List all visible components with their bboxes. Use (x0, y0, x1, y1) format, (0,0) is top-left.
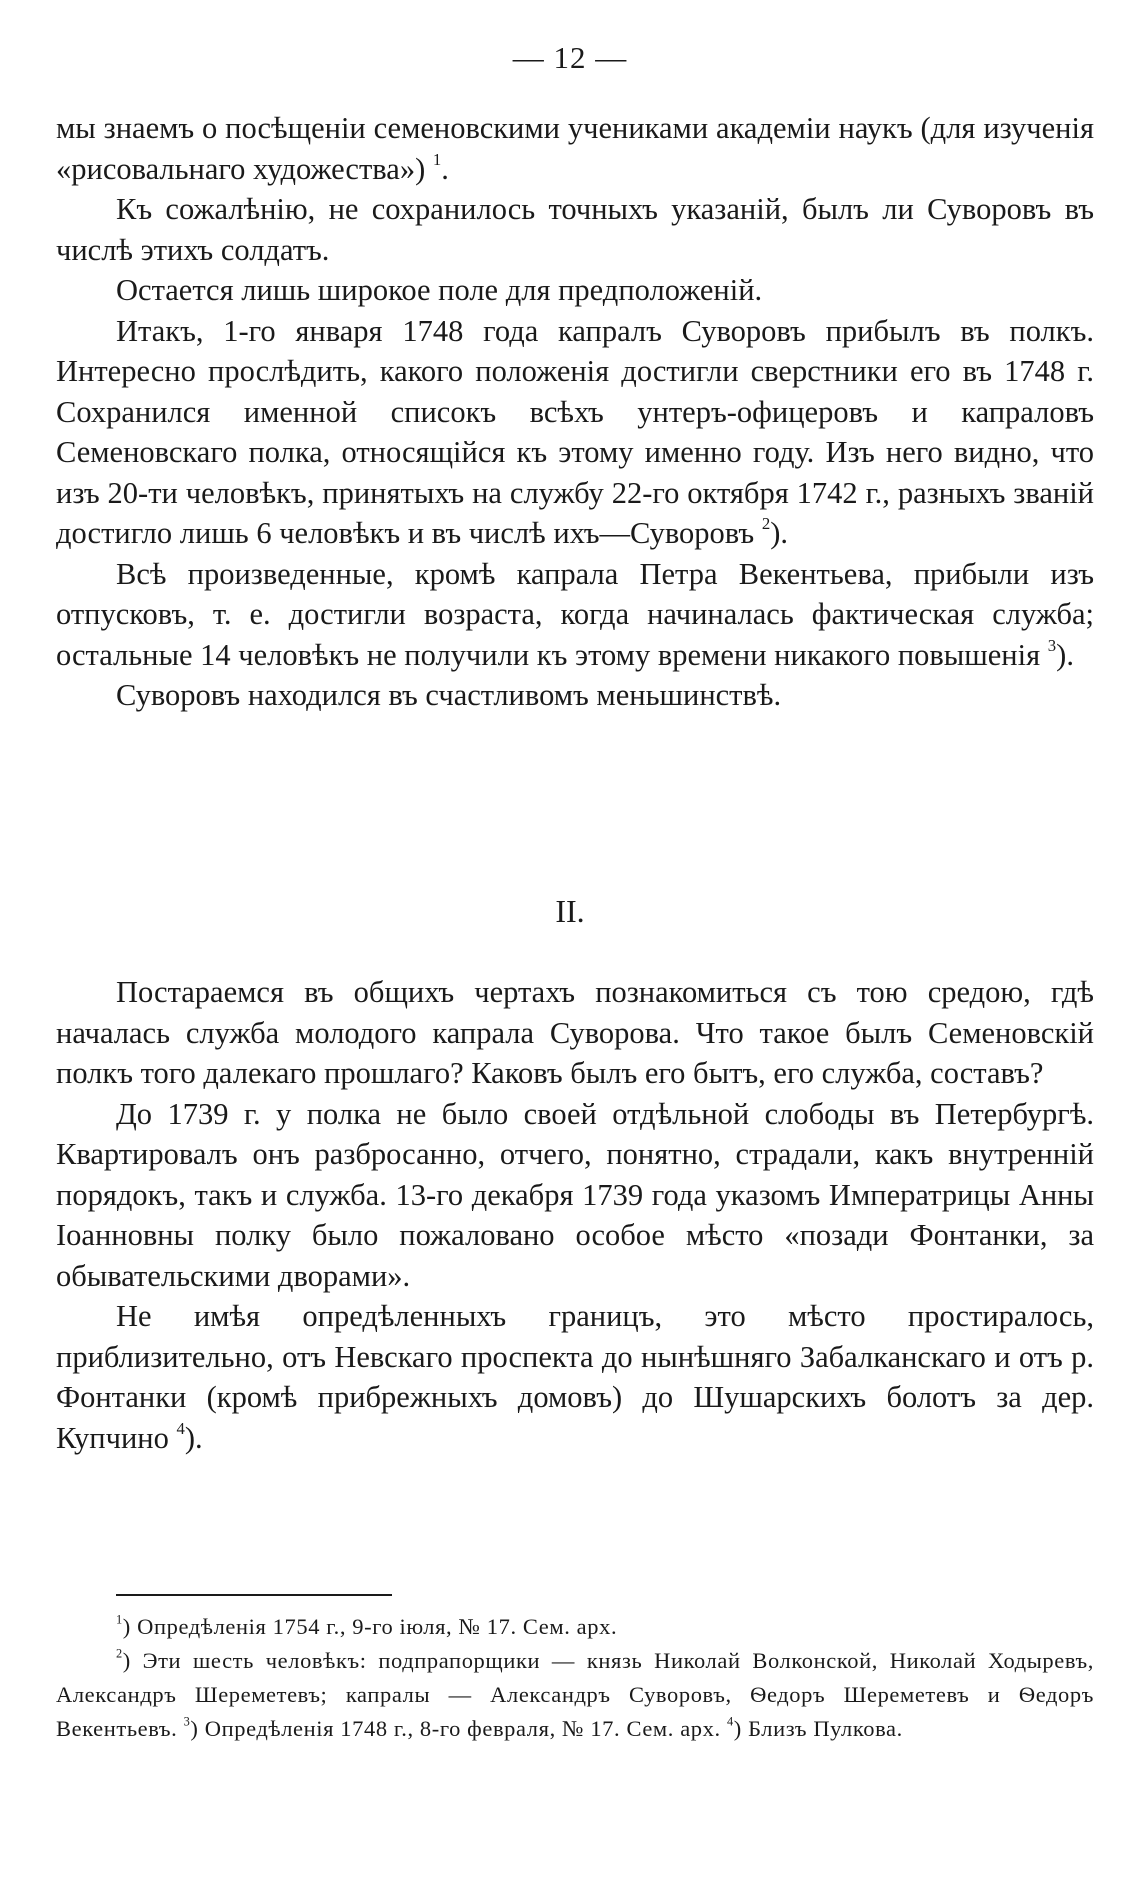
footnote-mark: 1 (116, 1612, 123, 1627)
paragraph: Не имѣя опредѣленныхъ границъ, это мѣсто простиралось, приблизительно, отъ Невскаго проспекта до нынѣшняго Забалканскаго и отъ р. Фонтанки (кромѣ прибрежныхъ домовъ) до Шушарскихъ болотъ за дер. Купчино $^4$). (56, 1299, 1094, 1455)
footnote-ref: 2 (761, 513, 771, 533)
paragraph: Постараемся въ общихъ чертахъ познакомиться съ тою средою, гдѣ началась служба молодого капрала Суворова. Что такое былъ Семеновскій полкъ того далекаго прошлаго? Каковъ былъ его бытъ, его служба, составъ? (56, 975, 1094, 1090)
paragraph: Къ сожалѣнію, не сохранилось точныхъ указаній, былъ ли Суворовъ въ числѣ этихъ солдатъ. (56, 192, 1094, 267)
footnote-mark: 4 (726, 1714, 734, 1729)
paragraph: мы знаемъ о посѣщеніи семеновскими учениками академіи наукъ (для изученія «рисовальнаго художества») $^1$. (56, 111, 1094, 186)
paragraph: Остается лишь широкое поле для предположеній. (116, 273, 763, 307)
paragraph: Всѣ произведенные, кромѣ капрала Петра Векентьева, прибыли изъ отпусковъ, т. е. достигли возраста, когда начиналась фактическая служба; остальные 14 человѣкъ не получили къ этому времени никакого повышенія $^3$). (56, 556, 1094, 672)
footnote-ref: 3 (1047, 635, 1057, 655)
section-heading: II. (555, 893, 585, 929)
footnote: $^1$) Опредѣленія 1754 г., 9-го іюля, № 17. Сем. арх. (116, 1612, 618, 1639)
footnotes (56, 1610, 1094, 1746)
footnote: $^2$) Эти шесть человѣкъ: подпрапорщики — князь Николай Волконской, Николай Ходыревъ, Александръ Шереметевъ; капралы — Александръ Суворовъ, Ѳедоръ Шереметевъ и Ѳедоръ Векентьевъ. $^3$) Опредѣленія 1748 г., 8-го февраля, № 17. Сем. арх. $^4$) Близъ Пулкова. (56, 1646, 1094, 1741)
footnote-divider (116, 1594, 392, 1596)
section-one-text (56, 108, 1094, 716)
footnote-mark: 3 (183, 1714, 191, 1729)
paragraph: Суворовъ находился въ счастливомъ меньшинствѣ. (116, 678, 782, 712)
page-number: — 12 — (512, 40, 628, 75)
footnote-ref: 1 (432, 149, 442, 169)
footnote-mark: 2 (116, 1646, 123, 1661)
paragraph: Итакъ, 1-го января 1748 года капралъ Суворовъ прибылъ въ полкъ. Интересно прослѣдить, какого положенія достигли сверстники его въ 1748 г. Сохранился именной списокъ всѣхъ унтеръ-офицеровъ и капраловъ Семеновскаго полка, относящійся къ этому именно году. Изъ него видно, что изъ 20-ти человѣкъ, принятыхъ на службу 22-го октября 1742 г., разныхъ званій достигло лишь 6 человѣкъ и въ числѣ ихъ—Суворовъ $^2$). (56, 313, 1094, 550)
paragraph: До 1739 г. у полка не было своей отдѣльной слободы въ Петербургѣ. Квартировалъ онъ разбросанно, отчего, понятно, страдали, какъ внутренній порядокъ, такъ и служба. 13-го декабря 1739 года указомъ Императрицы Анны Іоанновны полку было пожаловано особое мѣсто «позади Фонтанки, за обывательскими дворами». (56, 1096, 1094, 1293)
section-two-text (56, 972, 1094, 1458)
footnote-ref: 4 (176, 1418, 185, 1438)
